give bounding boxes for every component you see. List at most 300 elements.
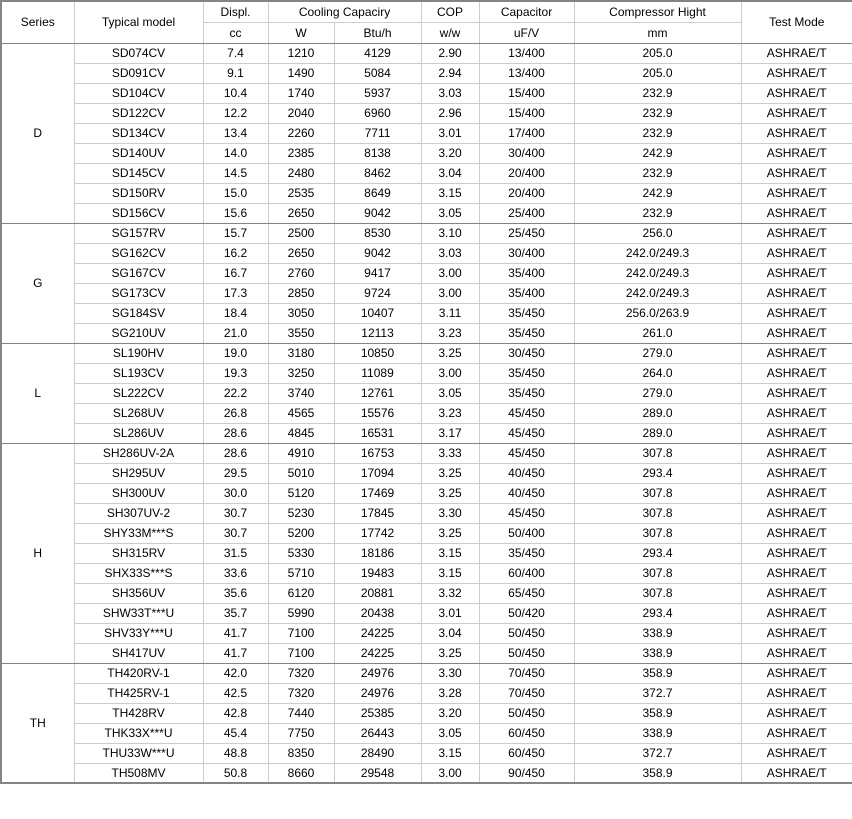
test-mode-cell: ASHRAE/T bbox=[741, 283, 852, 303]
watts-cell: 3550 bbox=[268, 323, 334, 343]
watts-cell: 2650 bbox=[268, 203, 334, 223]
btuh-cell: 20438 bbox=[334, 603, 421, 623]
cop-cell: 3.33 bbox=[421, 443, 479, 463]
model-cell: SH300UV bbox=[74, 483, 203, 503]
btuh-cell: 15576 bbox=[334, 403, 421, 423]
series-cell: L bbox=[1, 343, 74, 443]
cop-cell: 2.90 bbox=[421, 43, 479, 63]
height-cell: 289.0 bbox=[574, 423, 741, 443]
table-row bbox=[1, 443, 852, 463]
displ-cell: 42.0 bbox=[203, 663, 268, 683]
table-row bbox=[1, 303, 852, 323]
cop-cell: 3.30 bbox=[421, 503, 479, 523]
btuh-cell: 29548 bbox=[334, 763, 421, 783]
cop-cell: 3.00 bbox=[421, 763, 479, 783]
capacitor-cell: 20/400 bbox=[479, 183, 574, 203]
test-mode-cell: ASHRAE/T bbox=[741, 43, 852, 63]
displ-cell: 35.6 bbox=[203, 583, 268, 603]
model-cell: SH286UV-2A bbox=[74, 443, 203, 463]
table-row bbox=[1, 763, 852, 783]
displ-cell: 29.5 bbox=[203, 463, 268, 483]
watts-cell: 5200 bbox=[268, 523, 334, 543]
table-row bbox=[1, 503, 852, 523]
test-mode-cell: ASHRAE/T bbox=[741, 303, 852, 323]
height-cell: 205.0 bbox=[574, 63, 741, 83]
height-cell: 289.0 bbox=[574, 403, 741, 423]
cop-cell: 3.04 bbox=[421, 163, 479, 183]
col-header-capacitor: Capacitor bbox=[479, 1, 574, 22]
table-row bbox=[1, 643, 852, 663]
height-cell: 232.9 bbox=[574, 163, 741, 183]
capacitor-cell: 45/450 bbox=[479, 423, 574, 443]
displ-cell: 42.8 bbox=[203, 703, 268, 723]
height-cell: 307.8 bbox=[574, 503, 741, 523]
capacitor-cell: 60/400 bbox=[479, 563, 574, 583]
displ-cell: 33.6 bbox=[203, 563, 268, 583]
height-cell: 232.9 bbox=[574, 103, 741, 123]
displ-cell: 16.7 bbox=[203, 263, 268, 283]
displ-cell: 28.6 bbox=[203, 423, 268, 443]
model-cell: TH428RV bbox=[74, 703, 203, 723]
table-row bbox=[1, 543, 852, 563]
test-mode-cell: ASHRAE/T bbox=[741, 323, 852, 343]
watts-cell: 5230 bbox=[268, 503, 334, 523]
btuh-cell: 24225 bbox=[334, 643, 421, 663]
height-cell: 293.4 bbox=[574, 463, 741, 483]
model-cell: THK33X***U bbox=[74, 723, 203, 743]
cop-cell: 3.30 bbox=[421, 663, 479, 683]
model-cell: SHV33Y***U bbox=[74, 623, 203, 643]
table-row bbox=[1, 723, 852, 743]
btuh-cell: 17742 bbox=[334, 523, 421, 543]
table-row bbox=[1, 703, 852, 723]
capacitor-cell: 35/450 bbox=[479, 543, 574, 563]
cop-cell: 3.23 bbox=[421, 323, 479, 343]
table-row bbox=[1, 143, 852, 163]
unit-ufv: uF/V bbox=[479, 22, 574, 43]
btuh-cell: 16531 bbox=[334, 423, 421, 443]
model-cell: SL222CV bbox=[74, 383, 203, 403]
height-cell: 256.0 bbox=[574, 223, 741, 243]
spec-table-body bbox=[1, 43, 852, 783]
cop-cell: 3.05 bbox=[421, 723, 479, 743]
model-cell: SH295UV bbox=[74, 463, 203, 483]
test-mode-cell: ASHRAE/T bbox=[741, 483, 852, 503]
table-row bbox=[1, 523, 852, 543]
col-header-test-mode: Test Mode bbox=[741, 1, 852, 43]
cop-cell: 3.01 bbox=[421, 123, 479, 143]
height-cell: 372.7 bbox=[574, 743, 741, 763]
capacitor-cell: 13/400 bbox=[479, 43, 574, 63]
watts-cell: 2480 bbox=[268, 163, 334, 183]
btuh-cell: 25385 bbox=[334, 703, 421, 723]
displ-cell: 15.6 bbox=[203, 203, 268, 223]
table-row bbox=[1, 103, 852, 123]
watts-cell: 7320 bbox=[268, 663, 334, 683]
height-cell: 242.9 bbox=[574, 183, 741, 203]
cop-cell: 3.15 bbox=[421, 183, 479, 203]
cop-cell: 3.17 bbox=[421, 423, 479, 443]
table-row bbox=[1, 623, 852, 643]
height-cell: 264.0 bbox=[574, 363, 741, 383]
displ-cell: 45.4 bbox=[203, 723, 268, 743]
watts-cell: 1210 bbox=[268, 43, 334, 63]
table-row bbox=[1, 383, 852, 403]
btuh-cell: 9042 bbox=[334, 203, 421, 223]
cop-cell: 3.25 bbox=[421, 463, 479, 483]
displ-cell: 30.7 bbox=[203, 503, 268, 523]
btuh-cell: 26443 bbox=[334, 723, 421, 743]
height-cell: 358.9 bbox=[574, 763, 741, 783]
btuh-cell: 24225 bbox=[334, 623, 421, 643]
col-header-cop: COP bbox=[421, 1, 479, 22]
capacitor-cell: 40/450 bbox=[479, 463, 574, 483]
watts-cell: 7100 bbox=[268, 623, 334, 643]
displ-cell: 13.4 bbox=[203, 123, 268, 143]
col-header-typical-model: Typical model bbox=[74, 1, 203, 43]
capacitor-cell: 70/450 bbox=[479, 663, 574, 683]
displ-cell: 15.0 bbox=[203, 183, 268, 203]
watts-cell: 5710 bbox=[268, 563, 334, 583]
model-cell: SH307UV-2 bbox=[74, 503, 203, 523]
capacitor-cell: 13/400 bbox=[479, 63, 574, 83]
btuh-cell: 9724 bbox=[334, 283, 421, 303]
model-cell: TH508MV bbox=[74, 763, 203, 783]
watts-cell: 2650 bbox=[268, 243, 334, 263]
displ-cell: 10.4 bbox=[203, 83, 268, 103]
displ-cell: 15.7 bbox=[203, 223, 268, 243]
test-mode-cell: ASHRAE/T bbox=[741, 203, 852, 223]
test-mode-cell: ASHRAE/T bbox=[741, 623, 852, 643]
table-row bbox=[1, 263, 852, 283]
watts-cell: 7100 bbox=[268, 643, 334, 663]
model-cell: SD074CV bbox=[74, 43, 203, 63]
test-mode-cell: ASHRAE/T bbox=[741, 103, 852, 123]
model-cell: SL286UV bbox=[74, 423, 203, 443]
cop-cell: 3.00 bbox=[421, 283, 479, 303]
displ-cell: 18.4 bbox=[203, 303, 268, 323]
cop-cell: 3.00 bbox=[421, 363, 479, 383]
table-row bbox=[1, 43, 852, 63]
watts-cell: 5120 bbox=[268, 483, 334, 503]
btuh-cell: 18186 bbox=[334, 543, 421, 563]
height-cell: 307.8 bbox=[574, 563, 741, 583]
table-row bbox=[1, 583, 852, 603]
cop-cell: 3.20 bbox=[421, 143, 479, 163]
displ-cell: 30.7 bbox=[203, 523, 268, 543]
displ-cell: 22.2 bbox=[203, 383, 268, 403]
table-row bbox=[1, 123, 852, 143]
height-cell: 293.4 bbox=[574, 543, 741, 563]
model-cell: SL268UV bbox=[74, 403, 203, 423]
height-cell: 338.9 bbox=[574, 643, 741, 663]
watts-cell: 4845 bbox=[268, 423, 334, 443]
watts-cell: 7750 bbox=[268, 723, 334, 743]
height-cell: 279.0 bbox=[574, 383, 741, 403]
cop-cell: 3.23 bbox=[421, 403, 479, 423]
capacitor-cell: 50/450 bbox=[479, 643, 574, 663]
btuh-cell: 6960 bbox=[334, 103, 421, 123]
table-row bbox=[1, 63, 852, 83]
cop-cell: 3.01 bbox=[421, 603, 479, 623]
capacitor-cell: 35/400 bbox=[479, 283, 574, 303]
test-mode-cell: ASHRAE/T bbox=[741, 263, 852, 283]
unit-watts: W bbox=[268, 22, 334, 43]
test-mode-cell: ASHRAE/T bbox=[741, 523, 852, 543]
watts-cell: 2535 bbox=[268, 183, 334, 203]
test-mode-cell: ASHRAE/T bbox=[741, 83, 852, 103]
capacitor-cell: 45/450 bbox=[479, 403, 574, 423]
cop-cell: 3.04 bbox=[421, 623, 479, 643]
height-cell: 242.0/249.3 bbox=[574, 283, 741, 303]
model-cell: SD156CV bbox=[74, 203, 203, 223]
capacitor-cell: 50/420 bbox=[479, 603, 574, 623]
test-mode-cell: ASHRAE/T bbox=[741, 123, 852, 143]
capacitor-cell: 15/400 bbox=[479, 103, 574, 123]
model-cell: SD134CV bbox=[74, 123, 203, 143]
displ-cell: 41.7 bbox=[203, 623, 268, 643]
cop-cell: 3.15 bbox=[421, 743, 479, 763]
btuh-cell: 5937 bbox=[334, 83, 421, 103]
capacitor-cell: 15/400 bbox=[479, 83, 574, 103]
model-cell: SD145CV bbox=[74, 163, 203, 183]
watts-cell: 7320 bbox=[268, 683, 334, 703]
cop-cell: 3.03 bbox=[421, 243, 479, 263]
model-cell: SD104CV bbox=[74, 83, 203, 103]
displ-cell: 41.7 bbox=[203, 643, 268, 663]
watts-cell: 3180 bbox=[268, 343, 334, 363]
series-cell: TH bbox=[1, 663, 74, 783]
table-row bbox=[1, 663, 852, 683]
test-mode-cell: ASHRAE/T bbox=[741, 763, 852, 783]
displ-cell: 14.5 bbox=[203, 163, 268, 183]
btuh-cell: 4129 bbox=[334, 43, 421, 63]
height-cell: 256.0/263.9 bbox=[574, 303, 741, 323]
model-cell: TH425RV-1 bbox=[74, 683, 203, 703]
watts-cell: 2040 bbox=[268, 103, 334, 123]
watts-cell: 2850 bbox=[268, 283, 334, 303]
table-row bbox=[1, 203, 852, 223]
table-header bbox=[1, 1, 852, 43]
watts-cell: 2385 bbox=[268, 143, 334, 163]
cop-cell: 3.25 bbox=[421, 643, 479, 663]
test-mode-cell: ASHRAE/T bbox=[741, 723, 852, 743]
displ-cell: 28.6 bbox=[203, 443, 268, 463]
capacitor-cell: 20/400 bbox=[479, 163, 574, 183]
height-cell: 307.8 bbox=[574, 443, 741, 463]
model-cell: SG167CV bbox=[74, 263, 203, 283]
cop-cell: 3.11 bbox=[421, 303, 479, 323]
btuh-cell: 19483 bbox=[334, 563, 421, 583]
model-cell: SD091CV bbox=[74, 63, 203, 83]
cop-cell: 3.25 bbox=[421, 483, 479, 503]
displ-cell: 14.0 bbox=[203, 143, 268, 163]
table-row bbox=[1, 563, 852, 583]
btuh-cell: 10850 bbox=[334, 343, 421, 363]
cop-cell: 3.32 bbox=[421, 583, 479, 603]
model-cell: SHW33T***U bbox=[74, 603, 203, 623]
watts-cell: 1740 bbox=[268, 83, 334, 103]
height-cell: 261.0 bbox=[574, 323, 741, 343]
watts-cell: 2500 bbox=[268, 223, 334, 243]
capacitor-cell: 30/450 bbox=[479, 343, 574, 363]
btuh-cell: 17094 bbox=[334, 463, 421, 483]
cop-cell: 3.00 bbox=[421, 263, 479, 283]
col-header-cooling-capacity: Cooling Capaciry bbox=[268, 1, 421, 22]
model-cell: SG162CV bbox=[74, 243, 203, 263]
cop-cell: 3.25 bbox=[421, 343, 479, 363]
model-cell: SG173CV bbox=[74, 283, 203, 303]
table-row bbox=[1, 183, 852, 203]
table-row bbox=[1, 223, 852, 243]
unit-btuh: Btu/h bbox=[334, 22, 421, 43]
btuh-cell: 20881 bbox=[334, 583, 421, 603]
test-mode-cell: ASHRAE/T bbox=[741, 583, 852, 603]
btuh-cell: 8138 bbox=[334, 143, 421, 163]
btuh-cell: 7711 bbox=[334, 123, 421, 143]
table-row bbox=[1, 163, 852, 183]
test-mode-cell: ASHRAE/T bbox=[741, 643, 852, 663]
cop-cell: 3.05 bbox=[421, 203, 479, 223]
table-row bbox=[1, 283, 852, 303]
table-row bbox=[1, 83, 852, 103]
capacitor-cell: 45/450 bbox=[479, 503, 574, 523]
height-cell: 232.9 bbox=[574, 203, 741, 223]
displ-cell: 48.8 bbox=[203, 743, 268, 763]
watts-cell: 1490 bbox=[268, 63, 334, 83]
model-cell: TH420RV-1 bbox=[74, 663, 203, 683]
header-row-main bbox=[1, 1, 852, 22]
capacitor-cell: 25/450 bbox=[479, 223, 574, 243]
col-header-series: Series bbox=[1, 1, 74, 43]
watts-cell: 5990 bbox=[268, 603, 334, 623]
test-mode-cell: ASHRAE/T bbox=[741, 143, 852, 163]
capacitor-cell: 60/450 bbox=[479, 723, 574, 743]
displ-cell: 35.7 bbox=[203, 603, 268, 623]
displ-cell: 7.4 bbox=[203, 43, 268, 63]
watts-cell: 8660 bbox=[268, 763, 334, 783]
displ-cell: 30.0 bbox=[203, 483, 268, 503]
displ-cell: 50.8 bbox=[203, 763, 268, 783]
height-cell: 338.9 bbox=[574, 723, 741, 743]
height-cell: 372.7 bbox=[574, 683, 741, 703]
watts-cell: 2260 bbox=[268, 123, 334, 143]
table-row bbox=[1, 323, 852, 343]
test-mode-cell: ASHRAE/T bbox=[741, 223, 852, 243]
displ-cell: 31.5 bbox=[203, 543, 268, 563]
displ-cell: 42.5 bbox=[203, 683, 268, 703]
capacitor-cell: 35/400 bbox=[479, 263, 574, 283]
test-mode-cell: ASHRAE/T bbox=[741, 463, 852, 483]
test-mode-cell: ASHRAE/T bbox=[741, 63, 852, 83]
btuh-cell: 24976 bbox=[334, 663, 421, 683]
height-cell: 307.8 bbox=[574, 483, 741, 503]
watts-cell: 7440 bbox=[268, 703, 334, 723]
unit-mm: mm bbox=[574, 22, 741, 43]
model-cell: SD140UV bbox=[74, 143, 203, 163]
displ-cell: 16.2 bbox=[203, 243, 268, 263]
capacitor-cell: 70/450 bbox=[479, 683, 574, 703]
model-cell: SH315RV bbox=[74, 543, 203, 563]
btuh-cell: 8649 bbox=[334, 183, 421, 203]
test-mode-cell: ASHRAE/T bbox=[741, 443, 852, 463]
height-cell: 232.9 bbox=[574, 83, 741, 103]
capacitor-cell: 35/450 bbox=[479, 383, 574, 403]
cop-cell: 3.05 bbox=[421, 383, 479, 403]
btuh-cell: 12113 bbox=[334, 323, 421, 343]
displ-cell: 19.0 bbox=[203, 343, 268, 363]
watts-cell: 5330 bbox=[268, 543, 334, 563]
series-cell: H bbox=[1, 443, 74, 663]
displ-cell: 19.3 bbox=[203, 363, 268, 383]
test-mode-cell: ASHRAE/T bbox=[741, 663, 852, 683]
capacitor-cell: 25/400 bbox=[479, 203, 574, 223]
table-row bbox=[1, 463, 852, 483]
displ-cell: 9.1 bbox=[203, 63, 268, 83]
test-mode-cell: ASHRAE/T bbox=[741, 183, 852, 203]
capacitor-cell: 50/450 bbox=[479, 623, 574, 643]
height-cell: 307.8 bbox=[574, 583, 741, 603]
test-mode-cell: ASHRAE/T bbox=[741, 163, 852, 183]
height-cell: 205.0 bbox=[574, 43, 741, 63]
btuh-cell: 17469 bbox=[334, 483, 421, 503]
capacitor-cell: 45/450 bbox=[479, 443, 574, 463]
test-mode-cell: ASHRAE/T bbox=[741, 743, 852, 763]
height-cell: 232.9 bbox=[574, 123, 741, 143]
model-cell: SHX33S***S bbox=[74, 563, 203, 583]
model-cell: SG184SV bbox=[74, 303, 203, 323]
model-cell: SG210UV bbox=[74, 323, 203, 343]
capacitor-cell: 35/450 bbox=[479, 303, 574, 323]
btuh-cell: 16753 bbox=[334, 443, 421, 463]
model-cell: SH356UV bbox=[74, 583, 203, 603]
col-header-compressor-height: Compressor Hight bbox=[574, 1, 741, 22]
table-row bbox=[1, 363, 852, 383]
watts-cell: 4565 bbox=[268, 403, 334, 423]
watts-cell: 3050 bbox=[268, 303, 334, 323]
table-row bbox=[1, 743, 852, 763]
model-cell: SHY33M***S bbox=[74, 523, 203, 543]
capacitor-cell: 30/400 bbox=[479, 243, 574, 263]
capacitor-cell: 35/450 bbox=[479, 323, 574, 343]
test-mode-cell: ASHRAE/T bbox=[741, 503, 852, 523]
table-row bbox=[1, 423, 852, 443]
watts-cell: 8350 bbox=[268, 743, 334, 763]
test-mode-cell: ASHRAE/T bbox=[741, 363, 852, 383]
unit-cc: cc bbox=[203, 22, 268, 43]
cop-cell: 3.10 bbox=[421, 223, 479, 243]
test-mode-cell: ASHRAE/T bbox=[741, 683, 852, 703]
capacitor-cell: 40/450 bbox=[479, 483, 574, 503]
test-mode-cell: ASHRAE/T bbox=[741, 403, 852, 423]
model-cell: SH417UV bbox=[74, 643, 203, 663]
capacitor-cell: 50/450 bbox=[479, 703, 574, 723]
height-cell: 242.9 bbox=[574, 143, 741, 163]
model-cell: SG157RV bbox=[74, 223, 203, 243]
table-row bbox=[1, 343, 852, 363]
displ-cell: 21.0 bbox=[203, 323, 268, 343]
unit-ww: w/w bbox=[421, 22, 479, 43]
series-cell: D bbox=[1, 43, 74, 223]
cop-cell: 3.25 bbox=[421, 523, 479, 543]
watts-cell: 6120 bbox=[268, 583, 334, 603]
cop-cell: 3.15 bbox=[421, 563, 479, 583]
test-mode-cell: ASHRAE/T bbox=[741, 703, 852, 723]
height-cell: 293.4 bbox=[574, 603, 741, 623]
capacitor-cell: 90/450 bbox=[479, 763, 574, 783]
table-row bbox=[1, 483, 852, 503]
displ-cell: 17.3 bbox=[203, 283, 268, 303]
